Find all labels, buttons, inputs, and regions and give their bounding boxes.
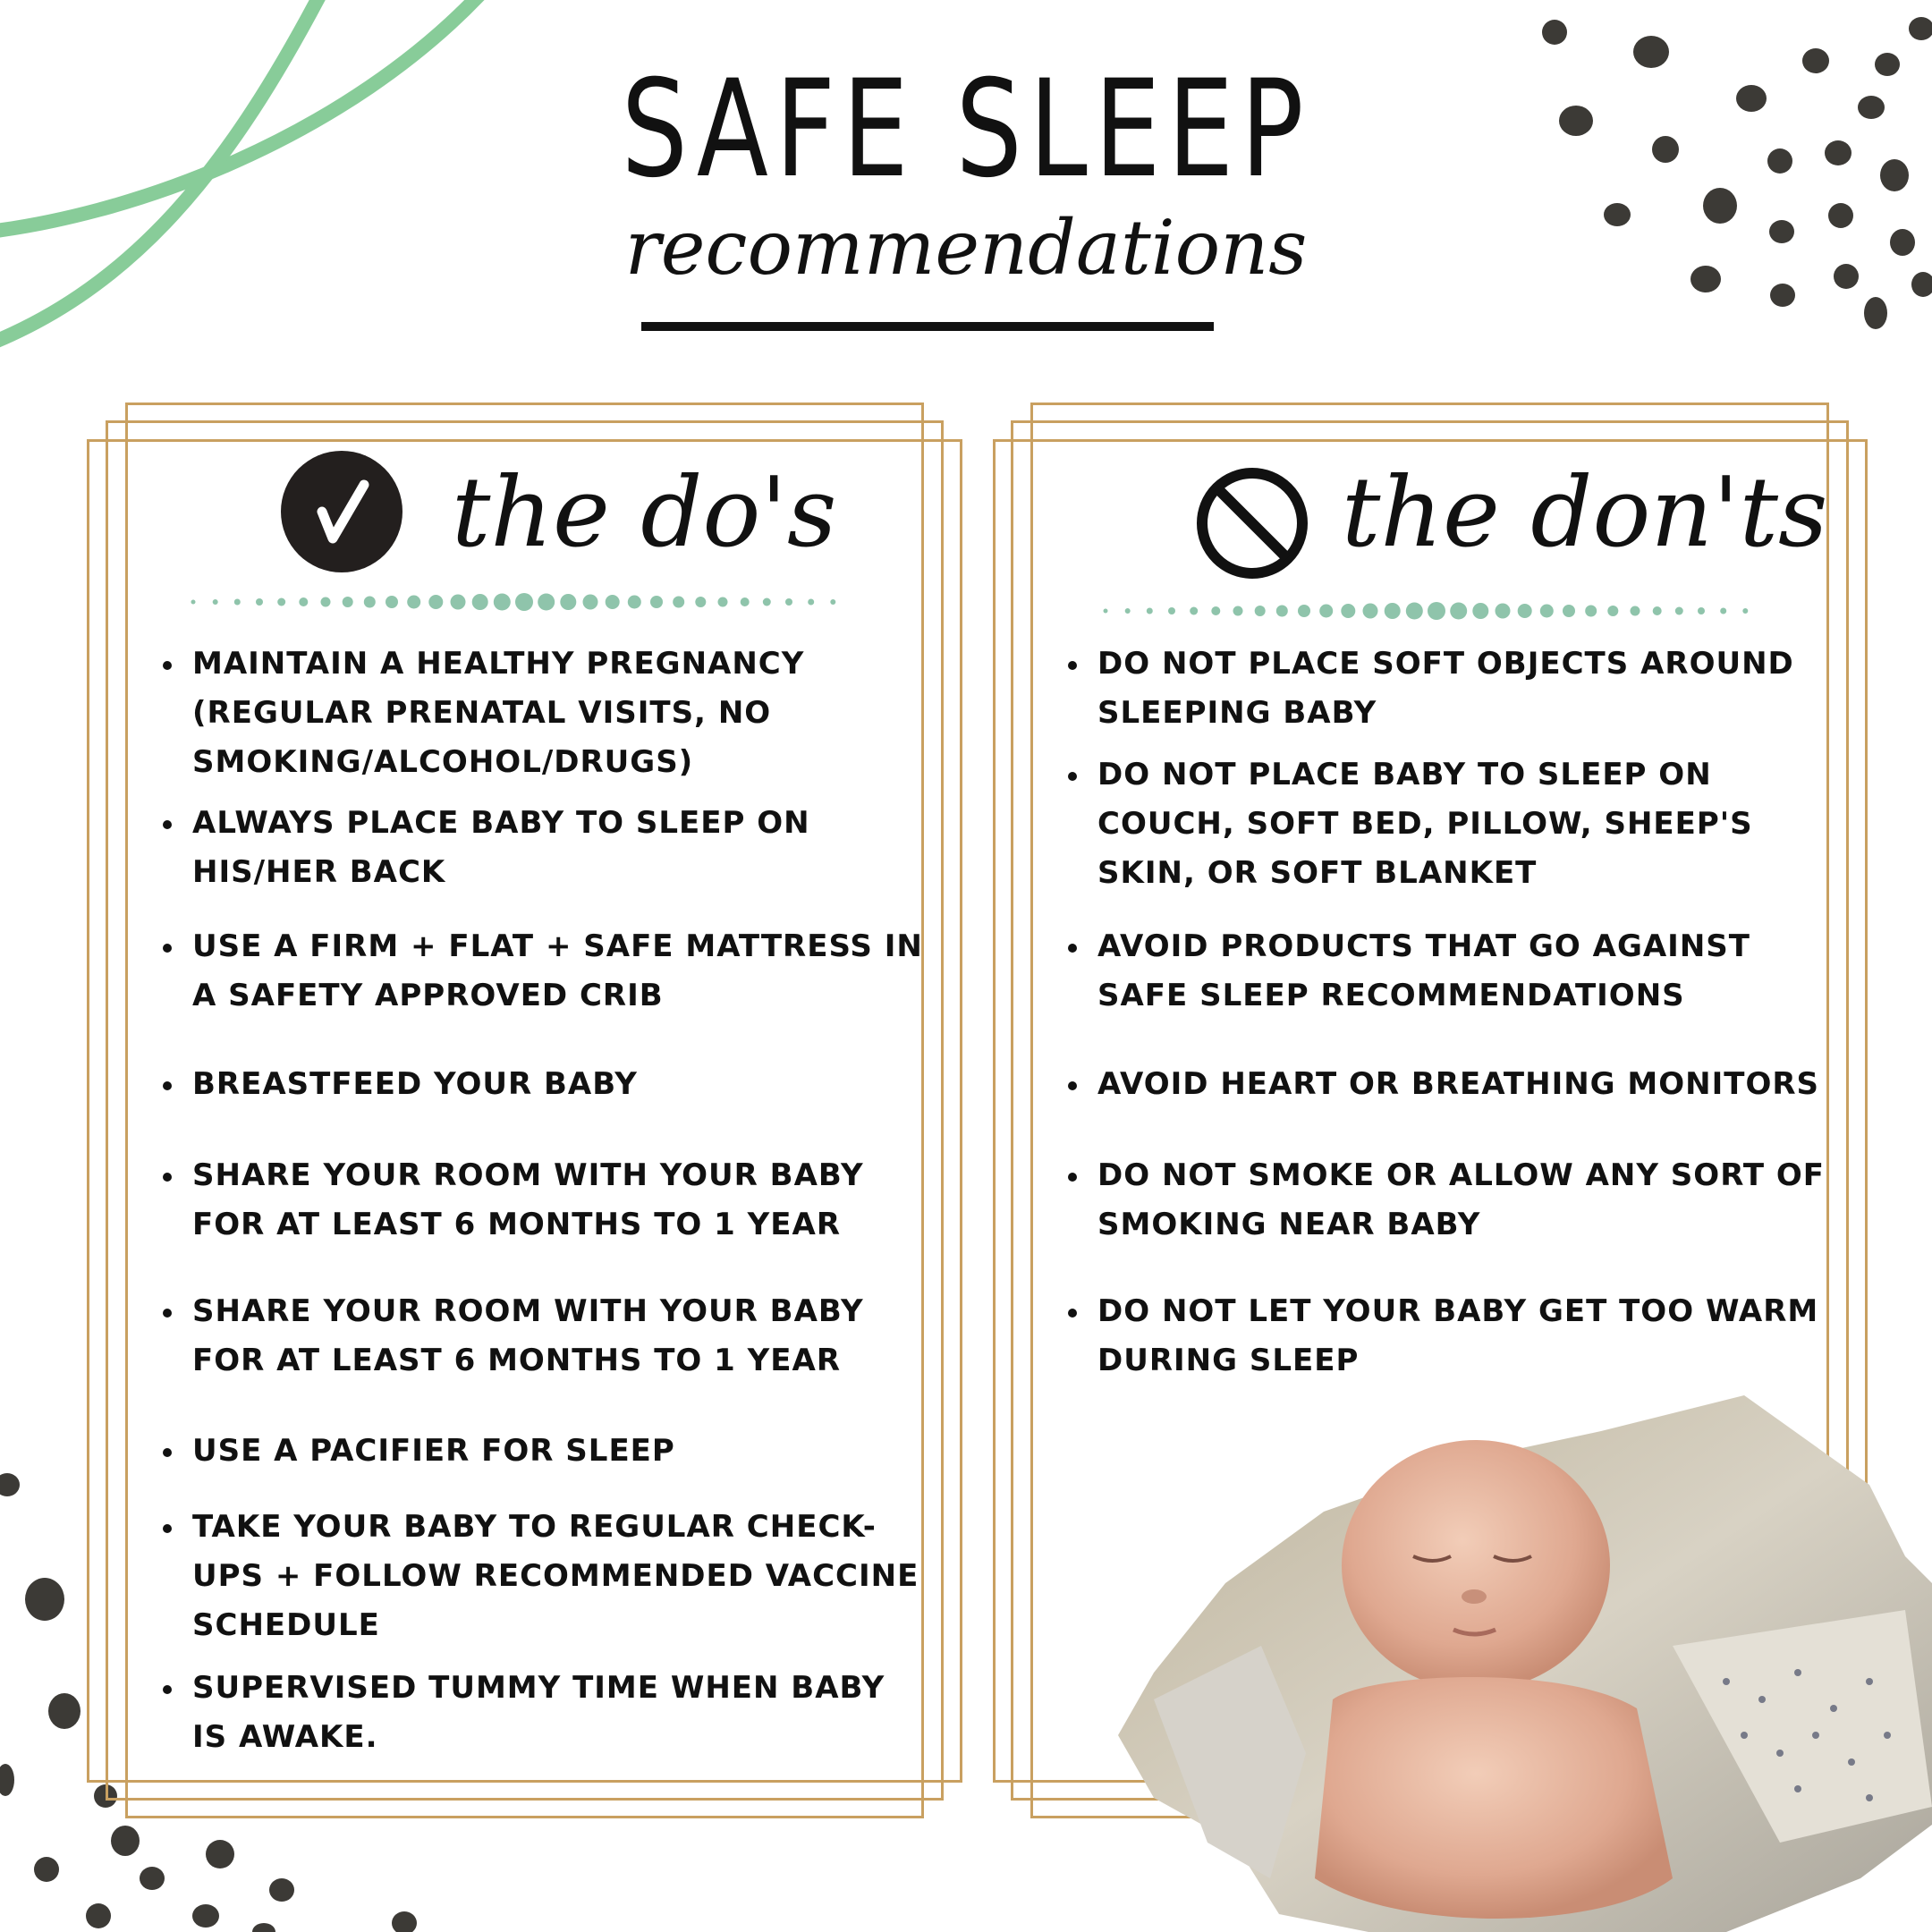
divider-dot xyxy=(213,599,218,605)
divider-dot xyxy=(628,596,641,609)
list-item-text: BREASTFEED YOUR BABY xyxy=(192,1066,638,1102)
divider-dot xyxy=(407,596,420,609)
divider-dot xyxy=(763,598,771,606)
divider-dot xyxy=(321,597,331,607)
divider-dot xyxy=(1190,607,1198,615)
divider-dot xyxy=(1653,606,1662,615)
list-item xyxy=(143,1503,930,1650)
list-item xyxy=(143,922,930,1021)
list-item-text: USE A FIRM + FLAT + SAFE MATTRESS IN A SAFETY APPROVED CRIB xyxy=(192,928,923,1013)
divider-dot xyxy=(1742,608,1748,614)
divider-dot xyxy=(1698,607,1705,614)
divider-dot xyxy=(1341,604,1355,618)
divider-dot xyxy=(741,597,750,606)
divider-dot xyxy=(1540,605,1554,618)
divider-dot xyxy=(830,599,835,605)
divider-dot xyxy=(191,600,196,605)
dos-heading: the do's xyxy=(452,457,837,569)
divider-dot xyxy=(1496,604,1511,619)
list-item xyxy=(1048,1287,1826,1385)
divider-dot xyxy=(1255,606,1266,616)
donts-list xyxy=(1048,640,1826,1409)
list-item-text: AVOID HEART OR BREATHING MONITORS xyxy=(1097,1066,1820,1102)
divider-dot xyxy=(650,596,663,608)
divider-dot xyxy=(428,595,443,609)
list-item xyxy=(143,799,930,897)
list-item-text: USE A PACIFIER FOR SLEEP xyxy=(192,1433,675,1469)
check-circle-icon xyxy=(279,449,404,574)
divider-dot xyxy=(1211,606,1220,615)
divider-dot xyxy=(583,595,598,610)
list-item-text: DO NOT PLACE SOFT OBJECTS AROUND SLEEPING BABY xyxy=(1097,646,1794,731)
title-underline xyxy=(641,322,1214,331)
list-item-text: SUPERVISED TUMMY TIME WHEN BABY IS AWAKE. xyxy=(192,1670,886,1755)
list-item-text: SHARE YOUR ROOM WITH YOUR BABY FOR AT LEAST 6 MONTHS TO 1 YEAR xyxy=(192,1157,864,1242)
sleeping-newborn-photo xyxy=(1100,1377,1932,1932)
divider-dot xyxy=(695,597,706,607)
list-item xyxy=(143,1664,930,1762)
divider-dot xyxy=(1607,606,1618,616)
list-item xyxy=(1048,750,1826,898)
list-item xyxy=(1048,922,1826,1021)
divider-dot xyxy=(808,599,814,606)
divider-dot xyxy=(451,595,466,610)
list-item xyxy=(1048,1060,1826,1109)
bullet-icon xyxy=(1068,661,1077,670)
bullet-icon xyxy=(1068,944,1077,953)
divider-dot xyxy=(1518,604,1532,618)
divider-dot xyxy=(386,596,398,608)
divider-dot xyxy=(1385,603,1401,619)
divider-dot xyxy=(1406,603,1423,620)
divider-dot xyxy=(1472,603,1488,619)
bullet-icon xyxy=(163,944,172,953)
bullet-icon xyxy=(163,820,172,829)
prohibited-icon xyxy=(1194,465,1310,581)
bullet-icon xyxy=(163,1524,172,1533)
divider-dot xyxy=(1675,607,1683,615)
divider-dot xyxy=(256,598,263,606)
divider-dot xyxy=(673,597,684,608)
bullet-icon xyxy=(163,1081,172,1090)
divider-dot xyxy=(1233,606,1243,616)
divider-dot xyxy=(515,593,533,611)
bullet-icon xyxy=(163,1448,172,1457)
list-item-text: TAKE YOUR BABY TO REGULAR CHECK-UPS + FOLLOW RECOMMENDED VACCINE SCHEDULE xyxy=(192,1509,919,1643)
divider-dot xyxy=(560,594,576,610)
divider-dot xyxy=(1298,605,1310,617)
bullet-icon xyxy=(163,1309,172,1318)
list-item-text: MAINTAIN A HEALTHY PREGNANCY (REGULAR PRENATAL VISITS, NO SMOKING/ALCOHOL/DRUGS) xyxy=(192,646,805,780)
divider-dot xyxy=(785,598,792,606)
divider-dot xyxy=(1125,608,1131,614)
list-item-text: AVOID PRODUCTS THAT GO AGAINST SAFE SLEEP RECOMMENDATIONS xyxy=(1097,928,1750,1013)
bullet-icon xyxy=(163,1685,172,1694)
list-item xyxy=(1048,1151,1826,1250)
divider-dot xyxy=(494,594,511,611)
divider-dot xyxy=(1563,605,1575,617)
list-item xyxy=(143,1151,930,1250)
bullet-icon xyxy=(1068,1173,1077,1182)
divider-dot xyxy=(606,595,620,609)
dos-list xyxy=(143,640,930,1775)
divider-dot xyxy=(1585,606,1597,617)
divider-dot xyxy=(538,594,555,611)
bullet-icon xyxy=(163,1173,172,1182)
list-item-text: DO NOT SMOKE OR ALLOW ANY SORT OF SMOKING NEAR BABY xyxy=(1097,1157,1826,1242)
divider-dot xyxy=(1319,605,1333,618)
list-item xyxy=(143,1287,930,1385)
divider-dot xyxy=(472,594,488,610)
divider-dot xyxy=(1720,608,1726,614)
bullet-icon xyxy=(1068,1081,1077,1090)
list-item xyxy=(1048,640,1826,738)
bullet-icon xyxy=(163,661,172,670)
bullet-icon xyxy=(1068,1309,1077,1318)
divider-dot xyxy=(234,599,241,606)
divider-dot xyxy=(1104,609,1108,614)
list-item-text: DO NOT PLACE BABY TO SLEEP ON COUCH, SOFT BED, PILLOW, SHEEP'S SKIN, OR SOFT BLANKET xyxy=(1097,757,1753,891)
divider-dot xyxy=(299,597,308,606)
divider-dot xyxy=(343,597,353,607)
divider-dot xyxy=(1631,606,1640,616)
page-subtitle: recommendations xyxy=(624,204,1308,292)
divider-dot xyxy=(718,597,728,607)
divider-dot xyxy=(277,598,285,606)
list-item xyxy=(143,640,930,787)
divider-dot xyxy=(1147,608,1153,614)
list-item-text: SHARE YOUR ROOM WITH YOUR BABY FOR AT LEAST 6 MONTHS TO 1 YEAR xyxy=(192,1293,864,1378)
bullet-icon xyxy=(1068,772,1077,781)
divider-dot xyxy=(1450,603,1467,620)
divider-dot xyxy=(1168,607,1175,614)
divider-dot xyxy=(1428,602,1445,620)
divider-dot xyxy=(1276,606,1288,617)
page-title: SAFE SLEEP xyxy=(621,52,1311,208)
divider-dot xyxy=(1363,604,1378,619)
list-item-text: DO NOT LET YOUR BABY GET TOO WARM DURING SLEEP xyxy=(1097,1293,1819,1378)
dos-dot-divider xyxy=(188,589,850,615)
divider-dot xyxy=(364,597,376,608)
list-item xyxy=(143,1060,930,1109)
list-item xyxy=(143,1427,930,1476)
donts-dot-divider xyxy=(1100,597,1762,624)
list-item-text: ALWAYS PLACE BABY TO SLEEP ON HIS/HER BACK xyxy=(192,805,810,890)
donts-heading: the don'ts xyxy=(1342,457,1828,569)
